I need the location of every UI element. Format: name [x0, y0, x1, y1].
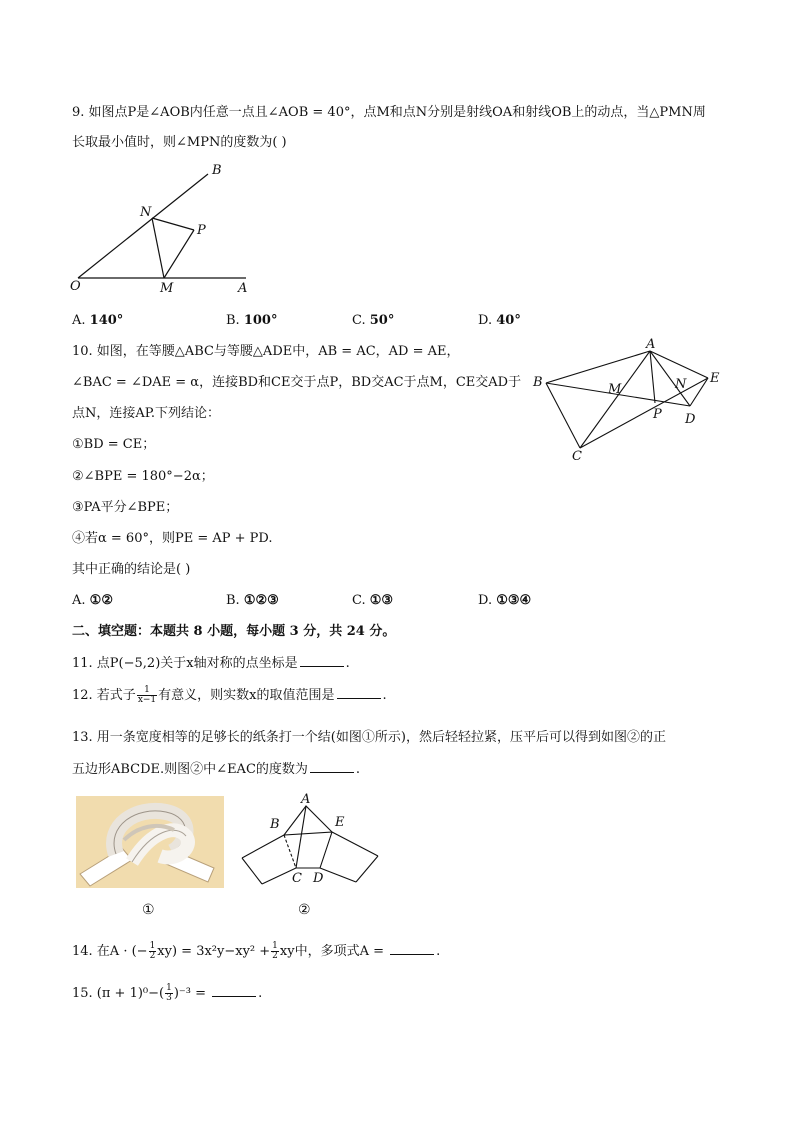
label-E: E — [710, 371, 720, 386]
pentagon-figure — [238, 790, 384, 890]
q9-option-c: C. 50° — [352, 313, 395, 328]
seg-NP — [152, 218, 194, 230]
label-M: M — [608, 382, 622, 397]
q10-figure — [528, 336, 728, 466]
figure-caption-1: ① — [142, 902, 155, 918]
label-D: D — [685, 412, 696, 427]
answer-blank — [390, 942, 434, 955]
label-E: E — [335, 815, 345, 830]
section-2-heading: 二、填空题：本题共 8 小题，每小题 3 分，共 24 分。 — [72, 624, 396, 639]
q9-option-b: B. 100° — [226, 313, 278, 328]
label-N: N — [140, 205, 152, 220]
answer-blank — [310, 760, 354, 773]
q13-line-2: 五边形ABCDE.则图②中∠EAC的度数为 . — [72, 762, 361, 777]
q10-option-b: B. ①②③ — [226, 593, 279, 608]
knot-photo — [76, 796, 224, 888]
label-O: O — [70, 279, 81, 294]
q13-line-1: 13. 用一条宽度相等的足够长的纸条打一个结(如图①所示)，然后轻轻拉紧，压平后可以得到如图②的正 — [72, 730, 666, 745]
label-C: C — [292, 871, 302, 886]
q10-line-3: 点N，连接AP.下列结论： — [72, 406, 221, 421]
answer-blank — [212, 984, 256, 997]
ray-OB — [78, 174, 208, 278]
answer-blank — [337, 686, 381, 699]
q9-option-d: D. 40° — [478, 313, 521, 328]
q10-line-1: 10. 如图，在等腰△ABC与等腰△ADE中，AB = AC，AD = AE， — [72, 344, 460, 359]
answer-blank — [300, 654, 344, 667]
label-B: B — [533, 375, 543, 390]
label-P: P — [197, 223, 206, 238]
label-A: A — [301, 792, 311, 807]
seg-NM — [152, 218, 164, 278]
q9-line-2: 长取最小值时，则∠MPN的度数为( ) — [72, 135, 287, 150]
label-A: A — [238, 281, 248, 296]
label-D: D — [313, 871, 324, 886]
label-A: A — [646, 337, 656, 352]
q11: 11. 点P(−5,2)关于x轴对称的点坐标是 . — [72, 656, 350, 671]
q9-line-1: 9. 如图点P是∠AOB内任意一点且∠AOB = 40°，点M和点N分别是射线OA和射线OB上的动点，当△PMN周 — [72, 105, 706, 120]
q9-figure — [62, 160, 262, 300]
label-C: C — [572, 449, 582, 464]
q10-conclusion-2: ②∠BPE = 180°−2α； — [72, 469, 214, 484]
q10-option-a: A. ①② — [72, 593, 113, 608]
q15: 15. (π + 1)⁰−( $\frac{1}{3}$ )⁻³ = . — [72, 983, 263, 1003]
q10-conclusion-3: ③PA平分∠BPE； — [72, 500, 179, 515]
q10-option-c: C. ①③ — [352, 593, 394, 608]
label-P: P — [653, 407, 662, 422]
q10-line-2: ∠BAC = ∠DAE = α，连接BD和CE交于点P，BD交AC于点M，CE交AD于 — [72, 375, 522, 390]
label-B: B — [212, 163, 222, 178]
label-M: M — [160, 281, 174, 296]
figure-caption-2: ② — [298, 902, 311, 918]
q10-option-d: D. ①③④ — [478, 593, 532, 608]
q14: 14. 在A · (− $\frac{1}{2}$ xy) = 3x²y−xy² + $\frac{1}{2}$ xy中，多项式A = . — [72, 941, 441, 961]
label-N: N — [675, 377, 687, 392]
seg-PM — [164, 230, 194, 278]
q10-conclusion-4: ④若α = 60°，则PE = AP + PD. — [72, 531, 273, 546]
q10-conclusion-1: ①BD = CE； — [72, 437, 156, 452]
q9-option-a: A. 140° — [72, 313, 124, 328]
label-B: B — [270, 817, 280, 832]
q10-ask: 其中正确的结论是( ) — [72, 562, 191, 577]
q12: 12. 若式子 $\frac{1}{x-1}$ 有意义，则实数x的取值范围是 . — [72, 685, 387, 705]
